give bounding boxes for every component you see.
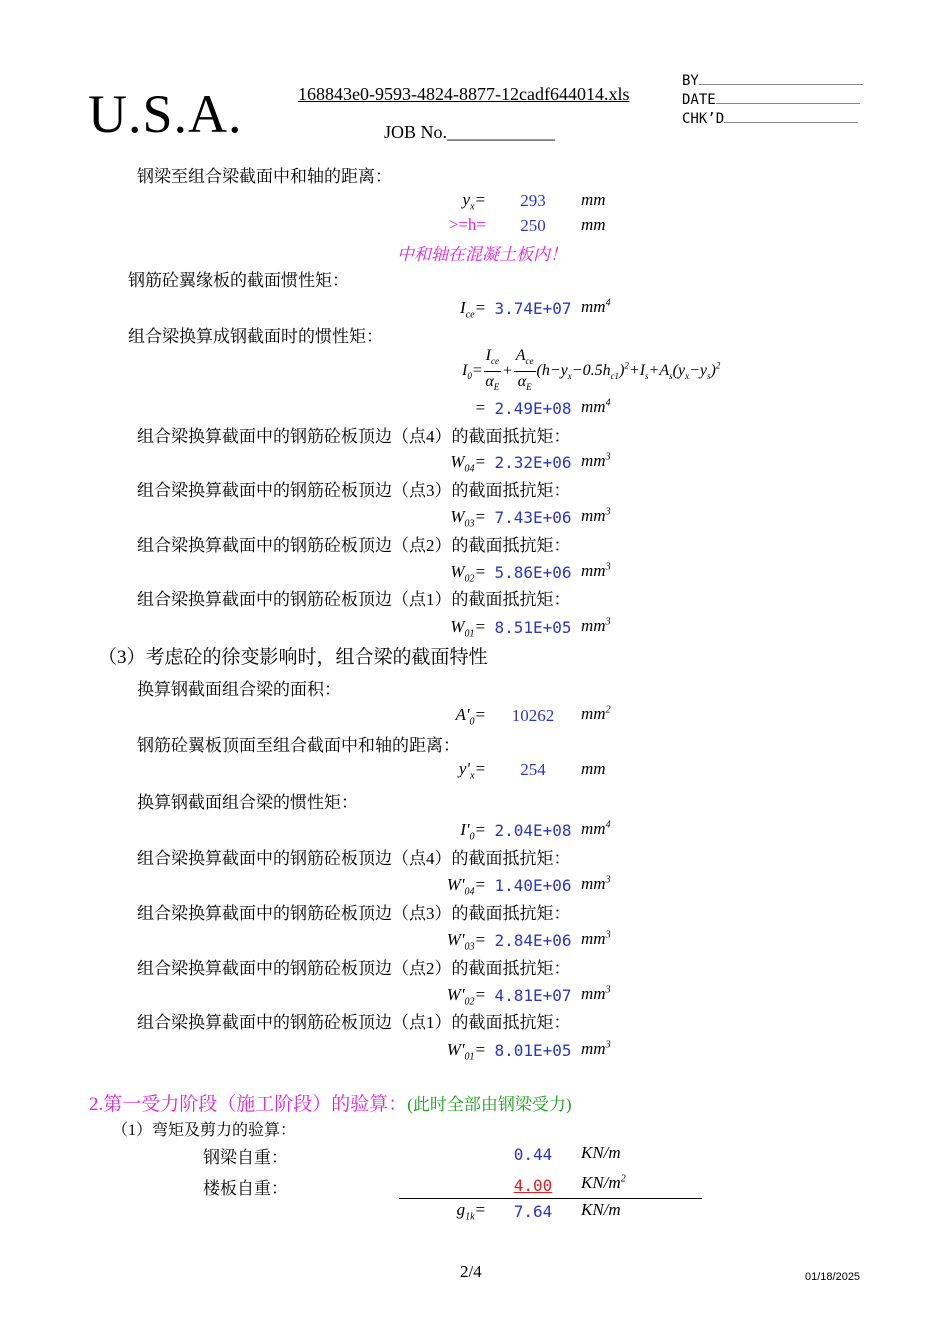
w04c-description: 组合梁换算截面中的钢筋砼板顶边（点4）的截面抵抗矩： bbox=[137, 849, 571, 868]
w04c-unit: $mm^3$ bbox=[581, 874, 611, 893]
i0-formula: $I_0=$ $\frac{I_{ce}}{\alpha_E}$ + $\frac{A_{ce}}{\alpha_E}$ $(h-y_x-0.5h_{c1})^2+I_s+A_s(y_x-y_s)^2$ bbox=[462, 346, 720, 397]
w02-unit: $mm^3$ bbox=[581, 561, 611, 580]
job-number: JOB No.____________ bbox=[384, 122, 556, 142]
stage1-title: 2.第一受力阶段（施工阶段）的验算： bbox=[89, 1094, 408, 1115]
company-logo: U.S.A. bbox=[88, 84, 243, 144]
w02-symbol: $W_{02}=$ bbox=[450, 562, 486, 585]
steel-weight-label: 钢梁自重： bbox=[203, 1148, 288, 1167]
w01-symbol: $W_{01}=$ bbox=[450, 617, 486, 640]
yx2-value: 254 bbox=[520, 760, 546, 779]
sum-rule bbox=[399, 1198, 702, 1199]
w03c-symbol: $W'_{03}=$ bbox=[446, 930, 486, 953]
w04-symbol: $W_{04}=$ bbox=[450, 452, 486, 475]
stage1-note: (此时全部由钢梁受力) bbox=[407, 1095, 572, 1114]
steel-weight-unit: KN/m bbox=[581, 1143, 621, 1162]
ice-symbol: $I_{ce}=$ bbox=[459, 298, 486, 321]
w01-value: 8.51E+05 bbox=[494, 618, 572, 637]
ice-value: 3.74E+07 bbox=[494, 299, 572, 318]
yx2-description: 钢筋砼翼板顶面至组合截面中和轴的距离： bbox=[137, 736, 460, 755]
formula-lhs: $I_0=$ bbox=[462, 362, 483, 382]
w02-description: 组合梁换算截面中的钢筋砼板顶边（点2）的截面抵抗矩： bbox=[137, 536, 571, 555]
w04-unit: $mm^3$ bbox=[581, 451, 611, 470]
i0-value: 2.49E+08 bbox=[494, 399, 572, 418]
slab-weight-label: 楼板自重： bbox=[203, 1179, 288, 1198]
w01c-symbol: $W'_{01}=$ bbox=[446, 1040, 486, 1063]
formula-frac-2: $\frac{A_{ce}}{\alpha_E}$ bbox=[515, 347, 534, 393]
by-field bbox=[682, 70, 863, 89]
a0-symbol: $A'_0=$ bbox=[455, 705, 486, 728]
slab-weight-unit: $KN/m^2$ bbox=[581, 1173, 626, 1192]
g1k-symbol: $g_{1k}=$ bbox=[456, 1200, 486, 1223]
w03-unit: $mm^3$ bbox=[581, 506, 611, 525]
neutral-axis-note: 中和轴在混凝土板内！ bbox=[397, 245, 567, 264]
i02-description: 换算钢截面组合梁的惯性矩： bbox=[137, 793, 358, 812]
file-name: 168843e0-9593-4824-8877-12cadf644014.xls bbox=[298, 84, 630, 104]
w02c-description: 组合梁换算截面中的钢筋砼板顶边（点2）的截面抵抗矩： bbox=[137, 959, 571, 978]
stage1-heading bbox=[89, 1089, 572, 1116]
i02-symbol: $I'_0=$ bbox=[460, 820, 486, 843]
w01-description: 组合梁换算截面中的钢筋砼板顶边（点1）的截面抵抗矩： bbox=[137, 590, 571, 609]
w02c-unit: $mm^3$ bbox=[581, 984, 611, 1003]
h-value: 250 bbox=[520, 216, 546, 235]
print-date: 01/18/2025 bbox=[805, 1271, 861, 1283]
g1k-value: 7.64 bbox=[513, 1202, 553, 1221]
chk-line bbox=[724, 108, 858, 123]
ice-unit: $mm^4$ bbox=[581, 297, 611, 316]
a0-unit: $mm^2$ bbox=[581, 704, 611, 723]
w02c-symbol: $W'_{02}=$ bbox=[446, 985, 486, 1008]
a0-value: 10262 bbox=[511, 706, 555, 725]
w03c-value: 2.84E+06 bbox=[494, 931, 572, 950]
creep-section-title: （3）考虑砼的徐变影响时，组合梁的截面特性 bbox=[98, 647, 488, 668]
i0-description: 组合梁换算成钢截面时的惯性矩： bbox=[128, 327, 383, 346]
page-number: 2/4 bbox=[460, 1262, 482, 1281]
w04-description: 组合梁换算截面中的钢筋砼板顶边（点4）的截面抵抗矩： bbox=[137, 427, 571, 446]
yx2-unit: mm bbox=[581, 759, 606, 778]
yx2-symbol: $y'_x=$ bbox=[458, 759, 486, 782]
w01c-description: 组合梁换算截面中的钢筋砼板顶边（点1）的截面抵抗矩： bbox=[137, 1013, 571, 1032]
yx-value: 293 bbox=[520, 191, 546, 210]
a0-description: 换算钢截面组合梁的面积： bbox=[137, 680, 341, 699]
i02-value: 2.04E+08 bbox=[494, 821, 572, 840]
w03c-unit: $mm^3$ bbox=[581, 929, 611, 948]
steel-weight-value: 0.44 bbox=[513, 1145, 553, 1164]
i0-unit: $mm^4$ bbox=[581, 397, 611, 416]
w01-unit: $mm^3$ bbox=[581, 616, 611, 635]
h-symbol: >=h= bbox=[448, 215, 486, 234]
w03-value: 7.43E+06 bbox=[494, 508, 572, 527]
i0-equals: = bbox=[474, 398, 486, 417]
i02-unit: $mm^4$ bbox=[581, 819, 611, 838]
date-field bbox=[682, 89, 860, 108]
slab-weight-value[interactable]: 4.00 bbox=[513, 1176, 553, 1195]
formula-frac-1: $\frac{I_{ce}}{\alpha_E}$ bbox=[485, 347, 500, 393]
h-unit: mm bbox=[581, 215, 606, 234]
moment-shear-heading: （1）弯矩及剪力的验算： bbox=[112, 1122, 297, 1139]
w02c-value: 4.81E+07 bbox=[494, 986, 572, 1005]
w03c-description: 组合梁换算截面中的钢筋砼板顶边（点3）的截面抵抗矩： bbox=[137, 904, 571, 923]
w01c-unit: $mm^3$ bbox=[581, 1039, 611, 1058]
yx-description: 钢梁至组合梁截面中和轴的距离： bbox=[137, 167, 392, 186]
w01c-value: 8.01E+05 bbox=[494, 1041, 572, 1060]
chk-label: CHK’D bbox=[682, 111, 725, 127]
g1k-unit: KN/m bbox=[581, 1200, 621, 1219]
yx-symbol: $y_x=$ bbox=[462, 190, 486, 213]
w04c-value: 1.40E+06 bbox=[494, 876, 572, 895]
w03-symbol: $W_{03}=$ bbox=[450, 507, 486, 530]
formula-tail: $(h-y_x-0.5h_{c1})^2+I_s+A_s(y_x-y_s)^2$ bbox=[536, 361, 721, 382]
date-line bbox=[716, 89, 860, 104]
ice-description: 钢筋砼翼缘板的截面惯性矩： bbox=[128, 271, 349, 290]
date-label: DATE bbox=[682, 92, 716, 108]
by-label: BY bbox=[682, 73, 699, 89]
w02-value: 5.86E+06 bbox=[494, 563, 572, 582]
chk-field bbox=[682, 108, 858, 127]
w04-value: 2.32E+06 bbox=[494, 453, 572, 472]
by-line bbox=[699, 70, 863, 85]
yx-unit: mm bbox=[581, 190, 606, 209]
w04c-symbol: $W'_{04}=$ bbox=[446, 875, 486, 898]
w03-description: 组合梁换算截面中的钢筋砼板顶边（点3）的截面抵抗矩： bbox=[137, 481, 571, 500]
